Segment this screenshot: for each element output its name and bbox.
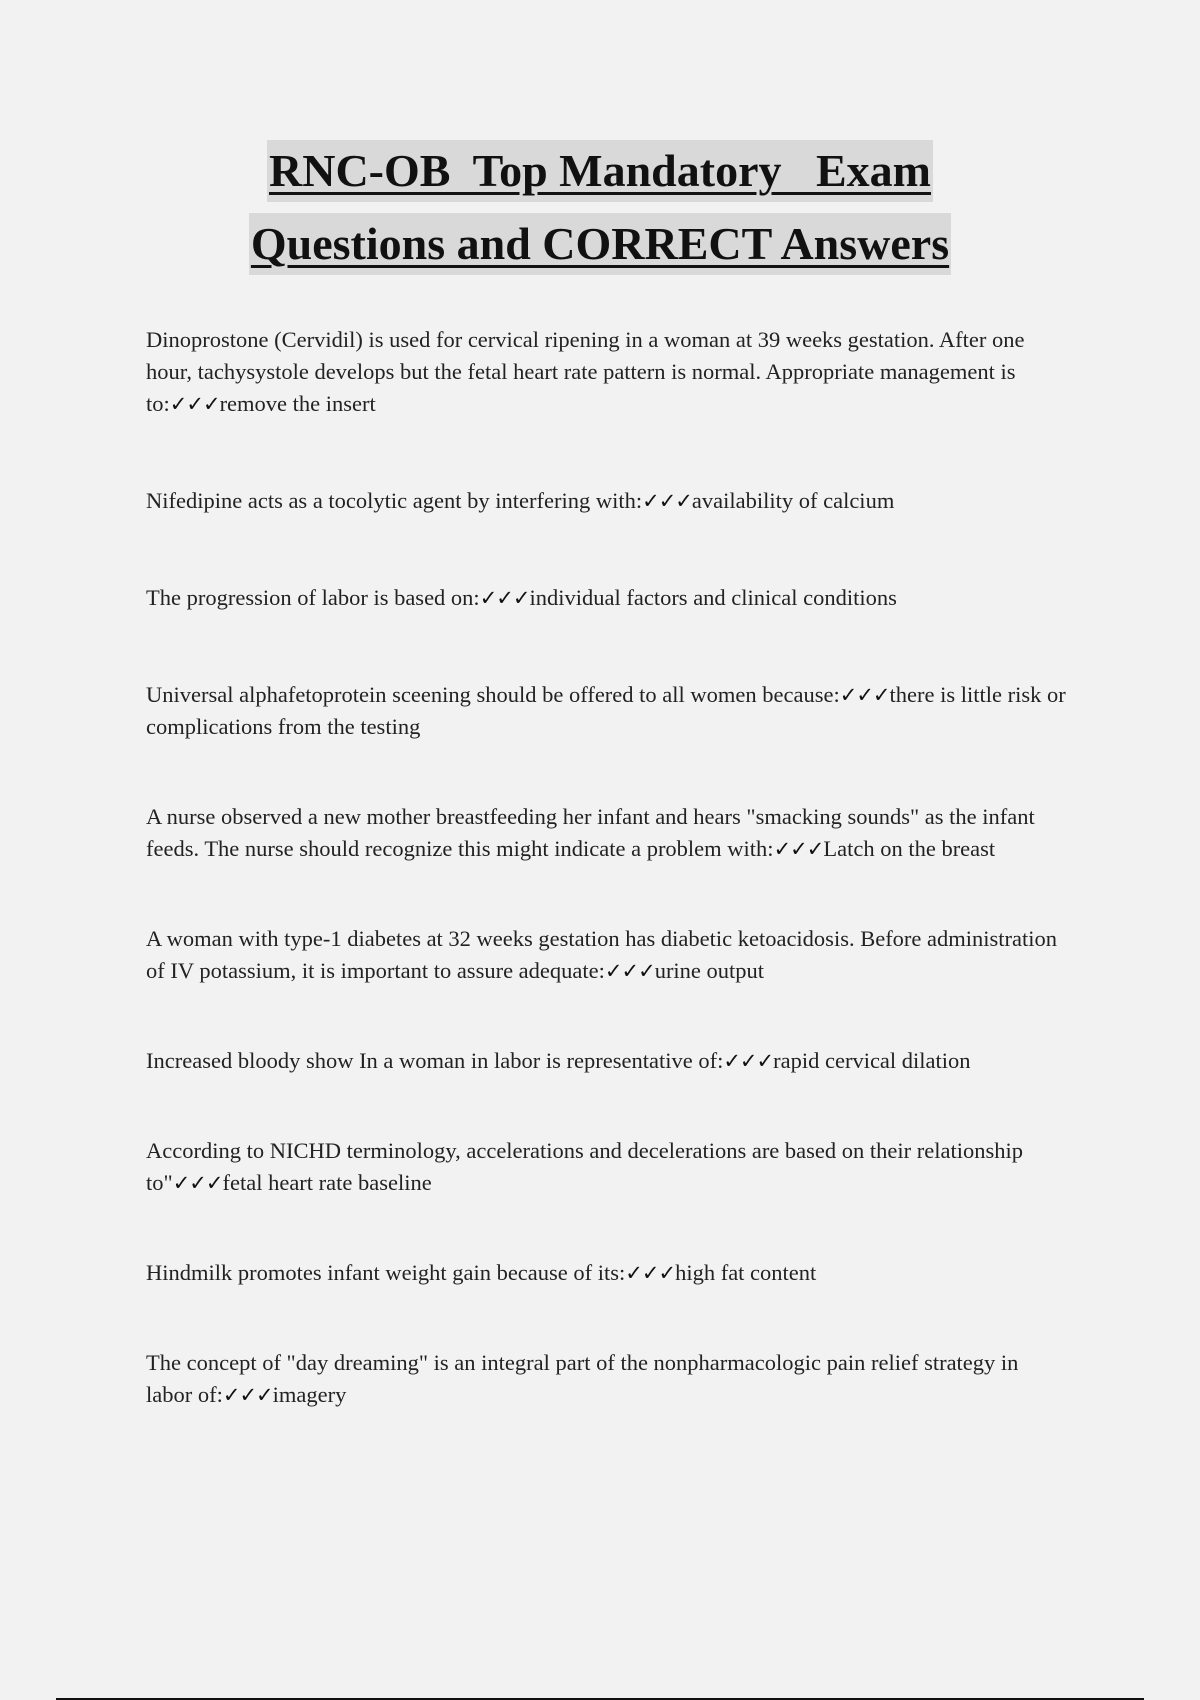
qa-item-2: [146, 485, 1066, 517]
qa-list: [146, 324, 1066, 1411]
question-text: The concept of "day dreaming" is an integral part of the nonpharmacologic pain relief strategy in labor of:: [146, 1350, 1019, 1407]
checkmarks-icon: ✓✓✓: [169, 392, 220, 416]
qa-item-7: [146, 1045, 1066, 1077]
checkmarks-icon: ✓✓✓: [172, 1171, 223, 1195]
qa-item-1: [146, 324, 1066, 420]
question-text: Universal alphafetoprotein sceening should be offered to all women because:: [146, 682, 840, 707]
qa-item-10: [146, 1347, 1066, 1411]
answer-text: availability of calcium: [691, 488, 895, 513]
checkmarks-icon: ✓✓✓: [773, 837, 824, 861]
qa-item-9: [146, 1257, 1066, 1289]
qa-item-6: [146, 923, 1066, 987]
checkmarks-icon: ✓✓✓: [642, 489, 692, 513]
question-text: The progression of labor is based on:: [146, 585, 480, 610]
answer-text: there is little risk or complications from the testing: [146, 682, 1066, 739]
document-title: [0, 140, 1200, 286]
qa-item-3: [146, 582, 1066, 614]
qa-item-4: [146, 679, 1066, 743]
question-text: Hindmilk promotes infant weight gain because of its:: [146, 1260, 626, 1285]
answer-text: Latch on the breast: [823, 836, 996, 861]
question-text: According to NICHD terminology, accelerations and decelerations are based on their relationship to": [146, 1138, 1023, 1195]
title-line-1: RNC-OB Top Mandatory Exam: [267, 140, 933, 202]
question-text: Increased bloody show In a woman in labor is representative of:: [146, 1048, 724, 1073]
qa-item-8: [146, 1135, 1066, 1199]
checkmarks-icon: ✓✓✓: [723, 1049, 774, 1073]
question-text: A woman with type-1 diabetes at 32 weeks gestation has diabetic ketoacidosis. Before administration of IV potassium, it is important to assure adequate:: [146, 926, 1058, 983]
question-text: Nifedipine acts as a tocolytic agent by interfering with:: [146, 488, 643, 513]
answer-text: urine output: [654, 958, 765, 983]
answer-text: individual factors and clinical conditions: [529, 585, 897, 610]
checkmarks-icon: ✓✓✓: [839, 683, 890, 707]
checkmarks-icon: ✓✓✓: [625, 1261, 676, 1285]
question-text: Dinoprostone (Cervidil) is used for cervical ripening in a woman at 39 weeks gestation. After one hour, tachysystole develops but the fetal heart rate pattern is normal. Appropriate management is to:: [146, 327, 1025, 416]
answer-text: imagery: [272, 1382, 347, 1407]
answer-text: remove the insert: [219, 391, 376, 416]
checkmarks-icon: ✓✓✓: [222, 1383, 273, 1407]
question-text: A nurse observed a new mother breastfeeding her infant and hears "smacking sounds" as the infant feeds. The nurse should recognize this might indicate a problem with:: [146, 804, 1035, 861]
answer-text: rapid cervical dilation: [773, 1048, 971, 1073]
answer-text: high fat content: [675, 1260, 817, 1285]
checkmarks-icon: ✓✓✓: [604, 959, 655, 983]
qa-item-5: [146, 801, 1066, 865]
checkmarks-icon: ✓✓✓: [479, 586, 530, 610]
answer-text: fetal heart rate baseline: [222, 1170, 432, 1195]
title-line-2: Questions and CORRECT Answers: [249, 213, 951, 275]
